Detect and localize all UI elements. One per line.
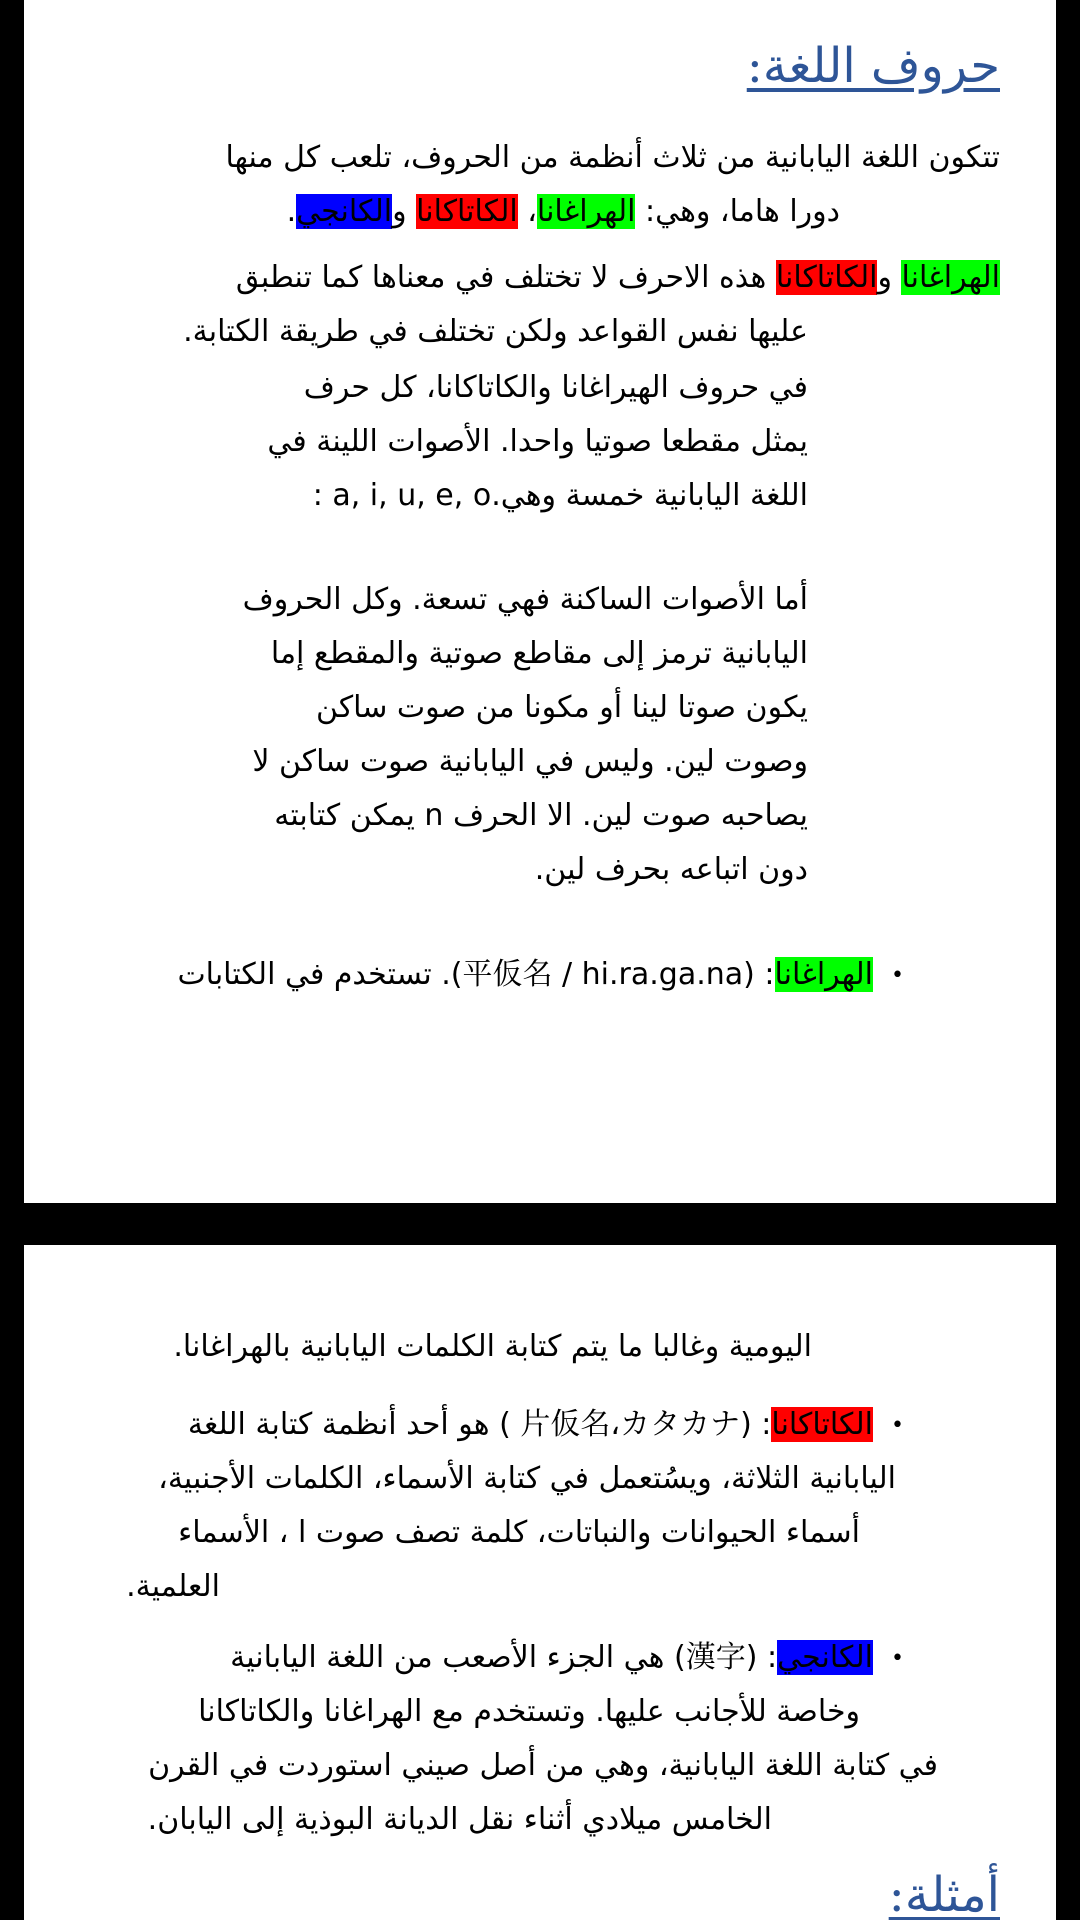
paragraph-line: اليابانية الثلاثة، ويسُتعمل في كتابة الأسماء، الكلمات الأجنبية، — [158, 1461, 896, 1496]
text-span: و — [392, 194, 417, 229]
text-span: : — [312, 478, 333, 513]
paragraph-line: يكون صوتا لينا أو مكونا من صوت ساكن — [315, 690, 808, 725]
paragraph-line: اليومية وغالبا ما يتم كتابة الكلمات اليابانية بالهراغانا. — [173, 1329, 812, 1364]
text-span: : (平仮名 / hi.ra.ga.na). تستخدم في الكتابات — [177, 957, 775, 992]
bullet-item-kanji — [230, 1638, 904, 1679]
paragraph-line: تتكون اللغة اليابانية من ثلاث أنظمة من الحروف، تلعب كل منها — [225, 140, 1000, 175]
section-title: حروف اللغة: — [746, 38, 1000, 94]
paragraph-line — [236, 258, 1000, 298]
bullet-icon: • — [891, 1412, 904, 1438]
katakana-highlight: الكاتاكانا — [416, 194, 518, 229]
document-page-1 — [24, 0, 1056, 1203]
bullet-item-hiragana — [177, 955, 904, 996]
paragraph-line: العلمية. — [126, 1569, 220, 1604]
katakana-highlight: الكاتاكانا — [771, 1407, 874, 1442]
paragraph-line: دون اتباعه بحرف لين. — [534, 852, 808, 887]
paragraph-line: الخامس ميلادي أثناء نقل الديانة البوذية إلى اليابان. — [147, 1802, 772, 1837]
paragraph-line: وخاصة للأجانب عليها. وتستخدم مع الهراغانا والكاتاكانا — [198, 1694, 860, 1729]
paragraph-line: وصوت لين. وليس في اليابانية صوت ساكن لا — [252, 744, 808, 779]
paragraph-line: في حروف الهيراغانا والكاتاكانا، كل حرف — [303, 370, 808, 405]
paragraph-line: يمثل مقطعا صوتيا واحدا. الأصوات اللينة في — [267, 424, 808, 459]
text-span: : (漢字) هي الجزء الأصعب من اللغة اليابانية — [230, 1640, 778, 1675]
paragraph-line: أما الأصوات الساكنة فهي تسعة. وكل الحروف — [242, 582, 808, 617]
bullet-icon: • — [891, 962, 904, 988]
text-span: هذه الاحرف لا تختلف في معناها كما تنطبق — [235, 260, 776, 295]
katakana-highlight: الكاتاكانا — [775, 260, 878, 295]
paragraph-line — [184, 192, 1000, 232]
paragraph-line — [313, 476, 808, 516]
hiragana-highlight: الهراغانا — [901, 260, 1000, 295]
section-title: أمثلة: — [888, 1867, 1000, 1920]
hiragana-highlight: الهراغانا — [774, 957, 874, 992]
kanji-highlight: الكانجي — [296, 194, 393, 229]
text-span: اللغة اليابانية خمسة وهي. — [491, 478, 808, 513]
document-page-2 — [24, 1245, 1056, 1920]
text-span: : (片仮名،カタカナ ) هو أحد أنظمة كتابة اللغة — [187, 1407, 772, 1442]
bullet-item-katakana — [188, 1405, 904, 1446]
paragraph-line: يصاحبه صوت لين. الا الحرف n يمكن كتابته — [274, 798, 808, 833]
paragraph-line: عليها نفس القواعد ولكن تختلف في طريقة الكتابة. — [183, 314, 808, 349]
vowel-list: a, i, u, e, o — [332, 478, 492, 513]
hiragana-highlight: الهراغانا — [536, 194, 636, 229]
paragraph-line: اليابانية ترمز إلى مقاطع صوتية والمقطع إما — [270, 636, 808, 671]
paragraph-line: في كتابة اللغة اليابانية، وهي من أصل صيني استوردت في القرن — [148, 1748, 938, 1783]
text-span: دورا هاما، وهي: — [635, 194, 840, 229]
text-span: ، — [517, 194, 537, 229]
bullet-icon: • — [891, 1645, 904, 1671]
text-span: . — [286, 194, 297, 229]
paragraph-line: أسماء الحيوانات والنباتات، كلمة تصف صوت ا ، الأسماء — [178, 1515, 860, 1550]
text-span: و — [877, 260, 902, 295]
kanji-highlight: الكانجي — [777, 1640, 874, 1675]
